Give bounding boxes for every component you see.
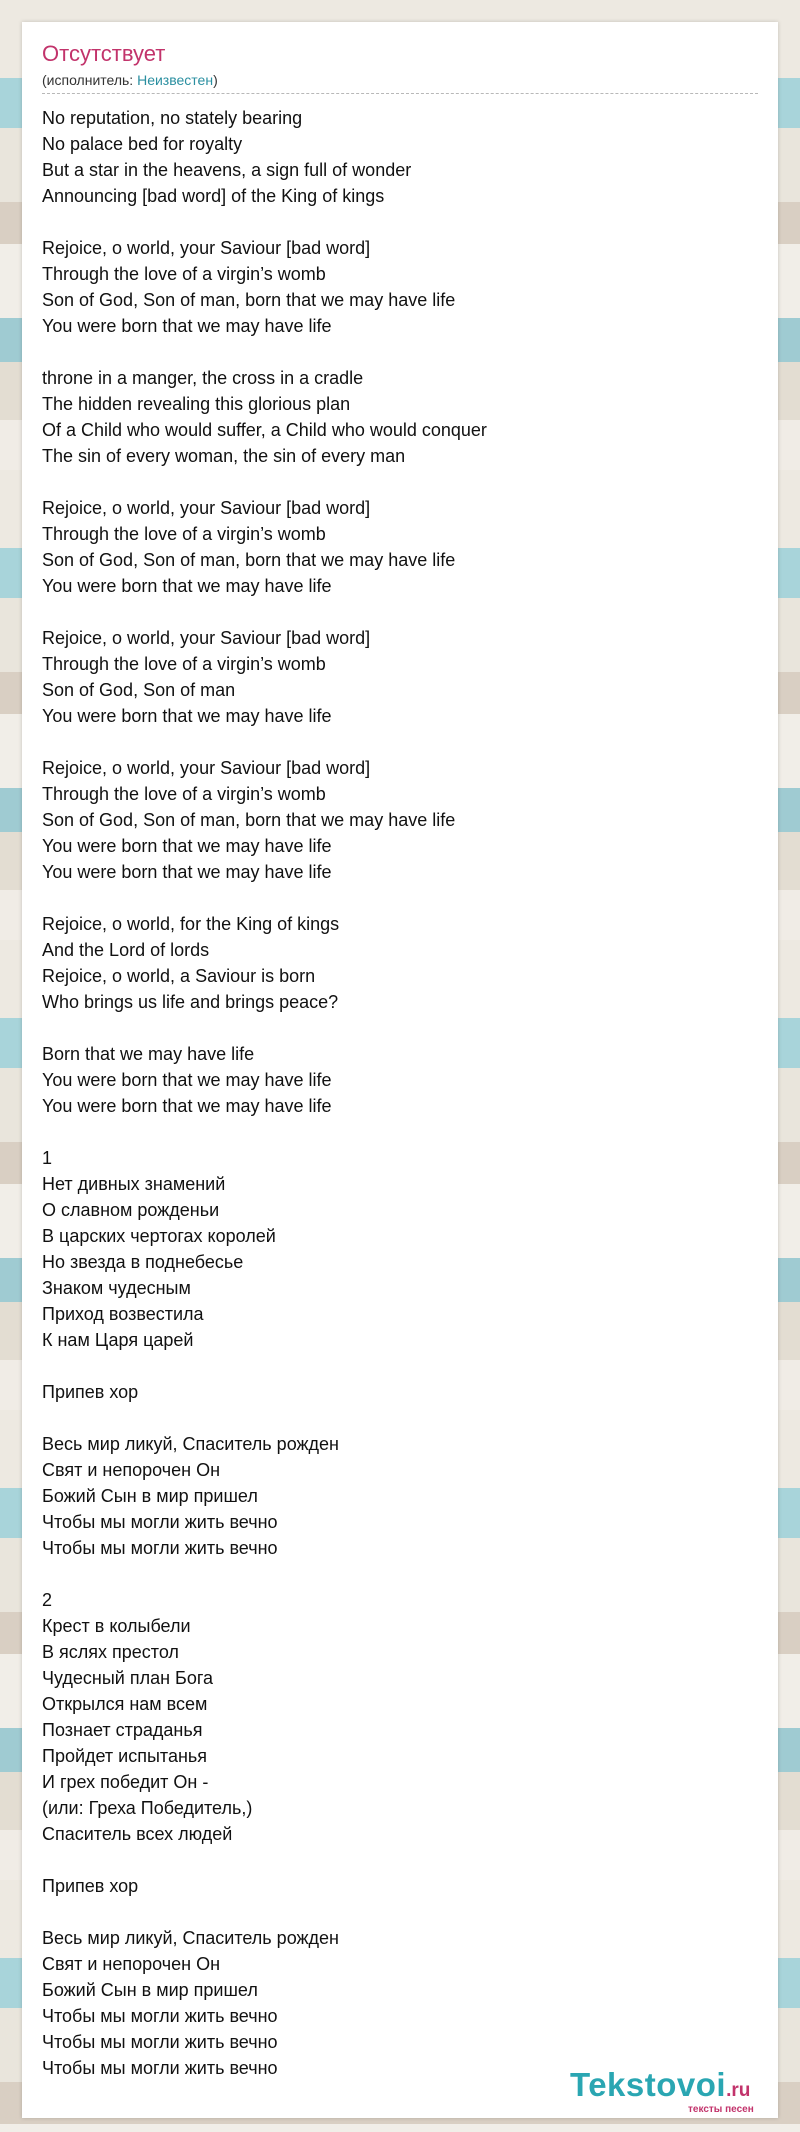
lyrics-card <box>22 22 778 2118</box>
blank-line <box>42 729 758 755</box>
blank-line <box>42 885 758 911</box>
lyric-line: Rejoice, o world, a Saviour is born <box>42 966 316 986</box>
lyric-line: В царских чертогах королей <box>42 1226 276 1246</box>
lyric-line: Son of God, Son of man, born that we may have life <box>42 550 456 570</box>
lyric-line: Rejoice, o world, for the King of kings <box>42 914 340 934</box>
blank-line <box>42 1899 758 1925</box>
lyric-line: Rejoice, o world, your Saviour [bad word] <box>42 628 371 648</box>
blank-line <box>42 1561 758 1587</box>
lyric-line: 1 <box>42 1148 53 1168</box>
lyric-line: But a star in the heavens, a sign full of wonder <box>42 160 412 180</box>
lyric-line: Крест в колыбели <box>42 1616 191 1636</box>
lyric-line: You were born that we may have life <box>42 1096 332 1116</box>
lyric-line: Чтобы мы могли жить вечно <box>42 1538 278 1558</box>
blank-line <box>42 1119 758 1145</box>
lyric-line: You were born that we may have life <box>42 1070 332 1090</box>
lyric-line: Припев хор <box>42 1382 139 1402</box>
lyric-line: Божий Сын в мир пришел <box>42 1980 258 2000</box>
lyric-line: Пройдет испытанья <box>42 1746 208 1766</box>
lyric-line: Rejoice, o world, your Saviour [bad word] <box>42 758 371 778</box>
lyric-line: Открылся нам всем <box>42 1694 208 1714</box>
logo-name: Tekstovoi <box>570 2066 727 2103</box>
lyric-line: Приход возвестила <box>42 1304 204 1324</box>
lyric-line: (или: Греха Победитель,) <box>42 1798 253 1818</box>
lyric-line: В яслях престол <box>42 1642 179 1662</box>
lyric-line: Through the love of a virgin’s womb <box>42 654 326 674</box>
lyric-line: Through the love of a virgin’s womb <box>42 264 326 284</box>
lyric-line: Son of God, Son of man <box>42 680 236 700</box>
artist-link[interactable]: Неизвестен <box>137 72 214 88</box>
lyric-line: Нет дивных знамений <box>42 1174 226 1194</box>
lyric-line: You were born that we may have life <box>42 576 332 596</box>
lyric-line: Чтобы мы могли жить вечно <box>42 2058 278 2078</box>
lyric-line: No palace bed for royalty <box>42 134 243 154</box>
artist-suffix: ) <box>213 72 218 88</box>
lyric-line: Чтобы мы могли жить вечно <box>42 2032 278 2052</box>
lyric-line: Through the love of a virgin’s womb <box>42 524 326 544</box>
logo-tld: .ru <box>726 2080 751 2101</box>
lyric-line: Божий Сын в мир пришел <box>42 1486 258 1506</box>
blank-line <box>42 469 758 495</box>
lyric-line: Through the love of a virgin’s womb <box>42 784 326 804</box>
lyric-line: Son of God, Son of man, born that we may have life <box>42 810 456 830</box>
lyric-line: The sin of every woman, the sin of every man <box>42 446 406 466</box>
lyric-line: You were born that we may have life <box>42 316 332 336</box>
lyric-line: And the Lord of lords <box>42 940 210 960</box>
lyric-line: You were born that we may have life <box>42 706 332 726</box>
lyric-line: Son of God, Son of man, born that we may have life <box>42 290 456 310</box>
lyric-line: И грех победит Он - <box>42 1772 209 1792</box>
lyrics-text <box>42 105 758 2081</box>
artist-line <box>42 72 218 88</box>
lyric-line: Rejoice, o world, your Saviour [bad word] <box>42 498 371 518</box>
artist-prefix: (исполнитель: <box>42 72 138 88</box>
blank-line <box>42 1015 758 1041</box>
lyric-line: Чудесный план Бога <box>42 1668 214 1688</box>
lyric-line: You were born that we may have life <box>42 836 332 856</box>
lyric-line: You were born that we may have life <box>42 862 332 882</box>
lyric-line: Знаком чудесным <box>42 1278 191 1298</box>
lyric-line: Но звезда в поднебесье <box>42 1252 244 1272</box>
lyric-line: No reputation, no stately bearing <box>42 108 303 128</box>
lyric-line: Познает страданья <box>42 1720 203 1740</box>
lyric-line: О славном рожденьи <box>42 1200 220 1220</box>
lyric-line: Чтобы мы могли жить вечно <box>42 1512 278 1532</box>
lyric-line: Of a Child who would suffer, a Child who would conquer <box>42 420 487 440</box>
lyric-line: Announcing [bad word] of the King of kings <box>42 186 385 206</box>
lyric-line: Свят и непорочен Он <box>42 1460 221 1480</box>
blank-line <box>42 599 758 625</box>
title-divider <box>42 93 758 94</box>
blank-line <box>42 1353 758 1379</box>
lyric-line: Born that we may have life <box>42 1044 255 1064</box>
lyric-line: Весь мир ликуй, Спаситель рожден <box>42 1928 339 1948</box>
lyric-line: К нам Царя царей <box>42 1330 194 1350</box>
lyric-line: The hidden revealing this glorious plan <box>42 394 351 414</box>
blank-line <box>42 1405 758 1431</box>
lyric-line: Чтобы мы могли жить вечно <box>42 2006 278 2026</box>
blank-line <box>42 209 758 235</box>
blank-line <box>42 339 758 365</box>
logo-tagline: тексты песен <box>688 2104 754 2115</box>
lyric-line: Rejoice, o world, your Saviour [bad word] <box>42 238 371 258</box>
lyric-line: Who brings us life and brings peace? <box>42 992 339 1012</box>
lyric-line: Свят и непорочен Он <box>42 1954 221 1974</box>
site-logo[interactable] <box>570 2066 754 2115</box>
blank-line <box>42 1847 758 1873</box>
lyric-line: Припев хор <box>42 1876 139 1896</box>
lyric-line: Весь мир ликуй, Спаситель рожден <box>42 1434 339 1454</box>
song-title: Отсутствует <box>42 41 166 66</box>
lyric-line: 2 <box>42 1590 53 1610</box>
lyric-line: throne in a manger, the cross in a cradle <box>42 368 364 388</box>
lyric-line: Спаситель всех людей <box>42 1824 233 1844</box>
